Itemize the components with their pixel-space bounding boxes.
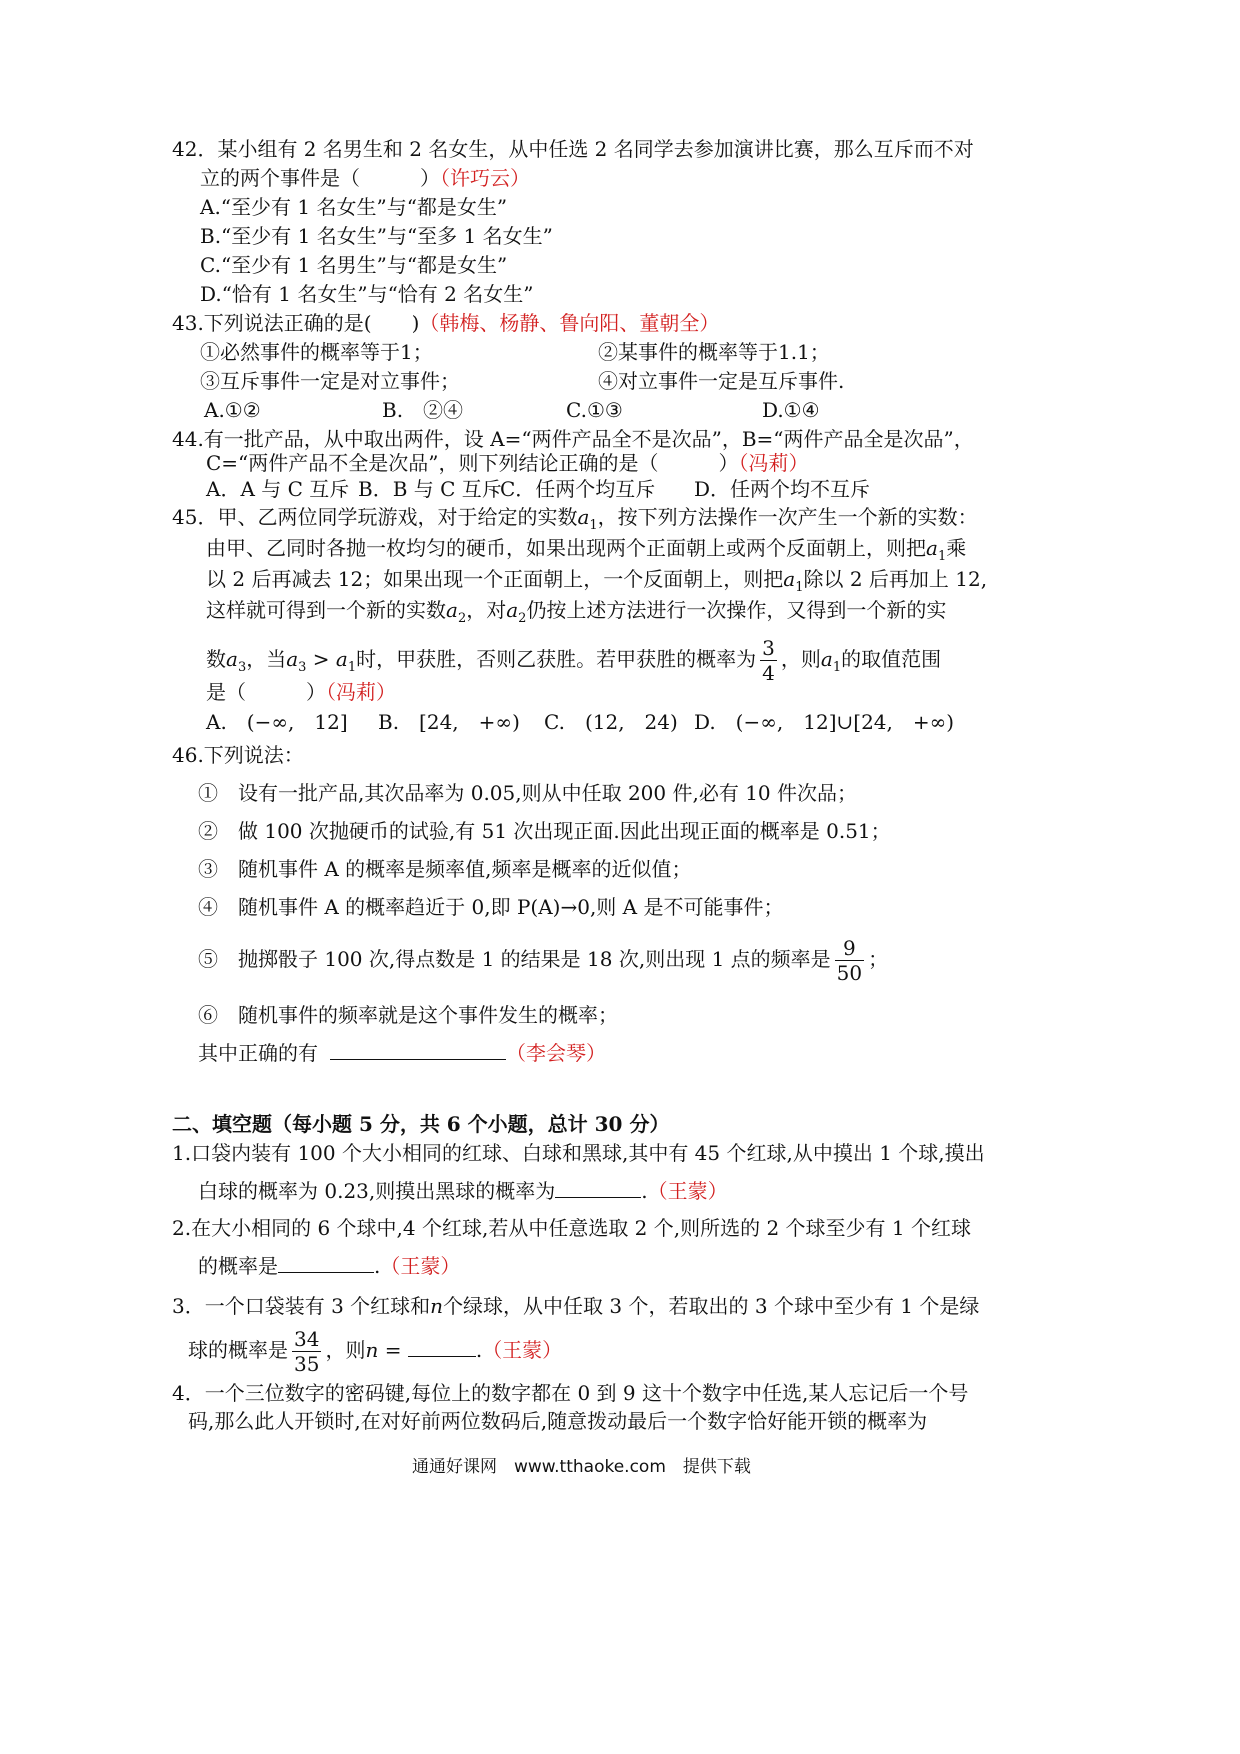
q45-text: 45．甲、乙两位同学玩游戏，对于给定的实数 [172, 505, 578, 529]
q45-text: 是（ ） [206, 680, 326, 704]
q46-item-5-end: ； [868, 947, 889, 971]
f2-end: . [374, 1254, 381, 1278]
q42-option-c: C.“至少有 1 名男生”与“都是女生” [200, 253, 508, 277]
q44-stem-line1: 44.有一批产品，从中取出两件，设 A=“两件产品全不是次品”，B=“两件产品全是次品”， [172, 427, 974, 451]
q45-sub: 3 [298, 660, 307, 675]
q46-answer-label: 其中正确的有 [198, 1041, 318, 1065]
q42-stem-text: 立的两个事件是（ ） [200, 166, 440, 190]
q46-author: （李会琴） [506, 1041, 606, 1065]
f2-answer-blank[interactable] [278, 1254, 374, 1273]
f3-equals: = [378, 1338, 408, 1362]
f1-line1: 1.口袋内装有 100 个大小相同的红球、白球和黑球,其中有 45 个红球,从中摸出 1 个球,摸出 [172, 1141, 985, 1165]
q44-option-c: C．任两个均互斥 [500, 477, 656, 501]
q45-text: ，当 [246, 647, 287, 671]
f4-line1: 4．一个三位数字的密码键,每位上的数字都在 0 到 9 这十个数字中任选,某人忘记后一个号 [172, 1381, 969, 1405]
q43-stem-line [172, 311, 719, 335]
q43-statement-3: ③互斥事件一定是对立事件； [200, 369, 460, 393]
q45-var-a3: a [226, 647, 238, 671]
q45-line1 [172, 505, 978, 538]
f2-author: （王蒙） [380, 1254, 461, 1278]
q42-stem-line2 [200, 166, 530, 190]
f4-line2: 码,那么此人开锁时,在对好前两位数码后,随意拨动最后一个数字恰好能开锁的概率为 [188, 1409, 928, 1433]
f2-line1: 2.在大小相同的 6 个球中,4 个红球,若从中任意选取 2 个,则所选的 2 个球至少有 1 个红球 [172, 1216, 971, 1240]
q45-option-d: D. (−∞, 12]∪[24, +∞) [694, 710, 955, 734]
q43-option-a: A.①② [204, 398, 261, 422]
q45-text: 仍按上述方法进行一次操作，又得到一个新的实 [526, 598, 947, 622]
q45-sub: 1 [347, 660, 357, 675]
q46-item-4: ④ 随机事件 A 的概率趋近于 0,即 P(A)→0,则 A 是不可能事件； [198, 895, 784, 919]
q43-option-c: C.①③ [566, 398, 623, 422]
q46-answer-blank[interactable] [330, 1041, 506, 1060]
q45-text: ，对 [466, 598, 507, 622]
q42-option-b: B.“至少有 1 名女生”与“至多 1 名女生” [200, 224, 553, 248]
q45-text: ，按下列方法操作一次产生一个新的实数： [597, 505, 978, 529]
q45-line3 [206, 567, 987, 600]
f1-end: . [641, 1179, 648, 1203]
q45-var-a2: a [506, 598, 519, 622]
q46-item-6: ⑥ 随机事件的频率就是这个事件发生的概率； [198, 1003, 618, 1027]
f3-fraction-numerator: 34 [294, 1327, 320, 1351]
q46-item-2: ② 做 100 次抛硬币的试验,有 51 次出现正面.因此出现正面的概率是 0.51； [198, 819, 891, 843]
q45-sub: 1 [589, 518, 598, 533]
q45-var-a1: a [820, 647, 833, 671]
q45-fraction [760, 638, 777, 683]
q43-statement-2: ②某事件的概率等于1.1； [598, 340, 830, 364]
q45-sub: 2 [518, 611, 527, 626]
q45-var-a3: a [286, 647, 299, 671]
f1-answer-blank[interactable] [555, 1179, 641, 1198]
q45-text: 数 [206, 647, 226, 671]
q46-stem: 46.下列说法： [172, 743, 304, 767]
q44-option-d: D．任两个均不互斥 [694, 477, 871, 501]
q45-line2 [206, 536, 966, 569]
q46-fraction [835, 938, 864, 983]
f3-author: （王蒙） [482, 1338, 563, 1362]
section-2-title: 二、填空题（每小题 5 分，共 6 个小题，总计 30 分） [172, 1112, 670, 1136]
q45-sub: 3 [237, 660, 247, 675]
q42-option-d: D.“恰有 1 名女生”与“恰有 2 名女生” [200, 282, 534, 306]
q45-var-a1: a [926, 536, 938, 560]
f3-line2 [188, 1325, 562, 1375]
f1-text: 白球的概率为 0.23,则摸出黑球的概率为 [198, 1179, 556, 1203]
q45-line4 [206, 598, 946, 631]
q43-option-b: B. ②④ [382, 398, 464, 422]
q45-fraction-numerator: 3 [762, 636, 775, 660]
q43-option-d: D.①④ [762, 398, 820, 422]
q45-sub: 1 [937, 549, 947, 564]
f1-line2 [198, 1179, 728, 1203]
f3-end: . [475, 1338, 483, 1362]
f3-line1 [172, 1294, 979, 1318]
f3-text: 个绿球，从中任取 3 个，若取出的 3 个球中至少有 1 个是绿 [443, 1294, 980, 1318]
f2-text: 的概率是 [198, 1254, 278, 1278]
q45-var-a1: a [577, 505, 590, 529]
q45-var-a2: a [446, 598, 458, 622]
f3-var-n: n [365, 1338, 379, 1362]
f3-fraction-denominator: 35 [294, 1352, 320, 1376]
q44-option-a: A．A 与 C 互斥 [206, 477, 350, 501]
f2-line2 [198, 1254, 460, 1278]
q45-text: 以 2 后再减去 12；如果出现一个正面朝上，一个反面朝上，则把 [206, 567, 784, 591]
f3-text: ，则 [325, 1338, 366, 1362]
q46-fraction-numerator: 9 [835, 938, 864, 961]
q45-text: 这样就可得到一个新的实数 [206, 598, 446, 622]
q44-author: （冯莉） [738, 451, 809, 475]
f3-fraction [292, 1329, 321, 1374]
q43-statement-4: ④对立事件一定是互斥事件. [598, 369, 845, 393]
q45-var-a1: a [335, 647, 348, 671]
q46-item-1: ① 设有一批产品,其次品率为 0.05,则从中任取 200 件,必有 10 件次品； [198, 781, 858, 805]
q45-author: （冯莉） [326, 680, 396, 704]
q45-option-a: A. (−∞, 12] [206, 710, 348, 734]
q45-var-a1: a [783, 567, 796, 591]
q42-stem-line1: 42．某小组有 2 名男生和 2 名女生，从中任选 2 名同学去参加演讲比赛，那么互斥而不对 [172, 137, 974, 161]
q45-option-c: C. (12, 24) [544, 710, 678, 734]
q45-fraction-denominator: 4 [762, 661, 775, 685]
q46-item-5 [198, 934, 888, 984]
q46-fraction-denominator: 50 [836, 961, 863, 985]
page-footer: 通通好课网 www.tthaoke.com 提供下载 [412, 1457, 751, 1477]
q45-sub: 1 [795, 580, 804, 595]
q45-text: ，则 [780, 647, 821, 671]
q44-stem-line2 [206, 451, 809, 475]
q43-statement-1: ①必然事件的概率等于1； [200, 340, 433, 364]
q46-item-5-text: ⑤ 抛掷骰子 100 次,得点数是 1 的结果是 18 次,则出现 1 点的频率是 [198, 947, 831, 971]
f1-author: （王蒙） [647, 1179, 728, 1203]
q45-sub: 2 [457, 611, 467, 626]
q45-line6 [206, 680, 396, 704]
q45-gt: > [306, 647, 336, 671]
q45-text: 除以 2 后再加上 12, [803, 567, 988, 591]
f3-var-n: n [430, 1294, 444, 1318]
q45-text: 乘 [946, 536, 967, 560]
q46-answer-line [198, 1041, 606, 1065]
q45-text: 的取值范围 [841, 647, 942, 671]
f3-text: 球的概率是 [188, 1338, 288, 1362]
q45-sub: 1 [832, 660, 842, 675]
q43-author: （韩梅、杨静、鲁向阳、董朝全） [419, 311, 720, 335]
q45-option-b: B. [24, +∞) [378, 710, 520, 734]
q42-option-a: A.“至少有 1 名女生”与“都是女生” [200, 195, 508, 219]
q42-author: （许巧云） [440, 166, 530, 190]
q43-stem-text: 43.下列说法正确的是( ) [172, 311, 420, 335]
q46-item-3: ③ 随机事件 A 的概率是频率值,频率是概率的近似值； [198, 857, 692, 881]
q45-text: 由甲、乙同时各抛一枚均匀的硬币，如果出现两个正面朝上或两个反面朝上，则把 [206, 536, 926, 560]
f3-text: 3．一个口袋装有 3 个红球和 [172, 1294, 431, 1318]
q44-option-b: B．B 与 C 互斥 [358, 477, 502, 501]
q44-stem-text: C=“两件产品不全是次品”，则下列结论正确的是（ ） [206, 451, 739, 475]
f3-answer-blank[interactable] [408, 1338, 476, 1357]
q45-text: 时，甲获胜，否则乙获胜。若甲获胜的概率为 [356, 647, 757, 671]
